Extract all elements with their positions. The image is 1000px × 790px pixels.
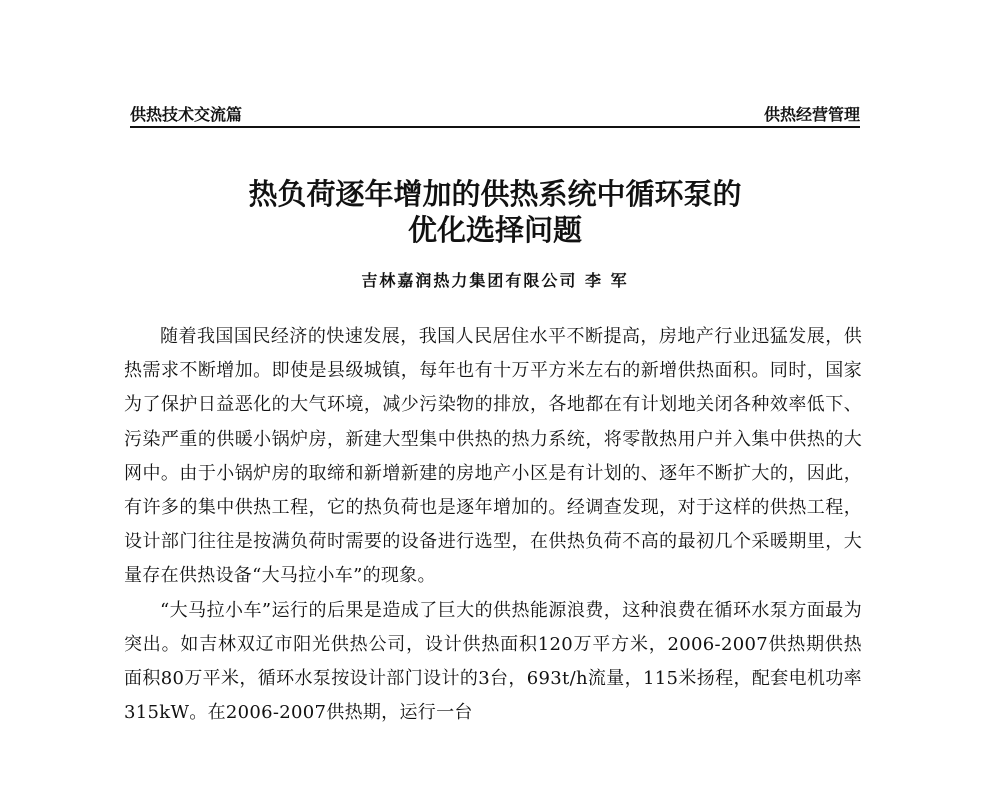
body-paragraph-1: 随着我国国民经济的快速发展，我国人民居住水平不断提高，房地产行业迅猛发展，供热需求不断增加。即使是县级城镇，每年也有十万平方米左右的新增供热面积。同时，国家为了保护日益恶化的大气环境，减少污染物的排放，各地都在有计划地关闭各种效率低下、污染严重的供暖小锅炉房，新建大型集中供热的热力系统，将零散热用户并入集中供热的大网中。由于小锅炉房的取缔和新增新建的房地产小区是有计划的、逐年不断扩大的，因此，有许多的集中供热工程，它的热负荷也是逐年增加的。经调查发现，对于这样的供热工程，设计部门往往是按满负荷时需要的设备进行选型，在供热负荷不高的最初几个采暖期里，大量存在供热设备“大马拉小车”的现象。 xyxy=(124,326,862,587)
header-section-right: 供热经营管理 xyxy=(763,105,860,124)
article-title-line-1: 热负荷逐年增加的供热系统中循环泵的 xyxy=(248,177,742,211)
header-section-left: 供热技术交流篇 xyxy=(130,105,243,124)
article-body xyxy=(124,320,862,730)
author-byline: 吉林嘉润热力集团有限公司 李 军 xyxy=(361,271,629,290)
header-divider xyxy=(130,126,860,128)
article-title-line-2: 优化选择问题 xyxy=(407,213,582,247)
body-paragraph-2: “大马拉小车”运行的后果是造成了巨大的供热能源浪费，这种浪费在循环水泵方面最为突出。如吉林双辽市阳光供热公司，设计供热面积120万平方米，2006-2007供热期供热面积80万平米，循环水泵按设计部门设计的3台，693t/h流量，115米扬程，配套电机功率315kW。在2006-2007供热期，运行一台 xyxy=(124,599,862,724)
